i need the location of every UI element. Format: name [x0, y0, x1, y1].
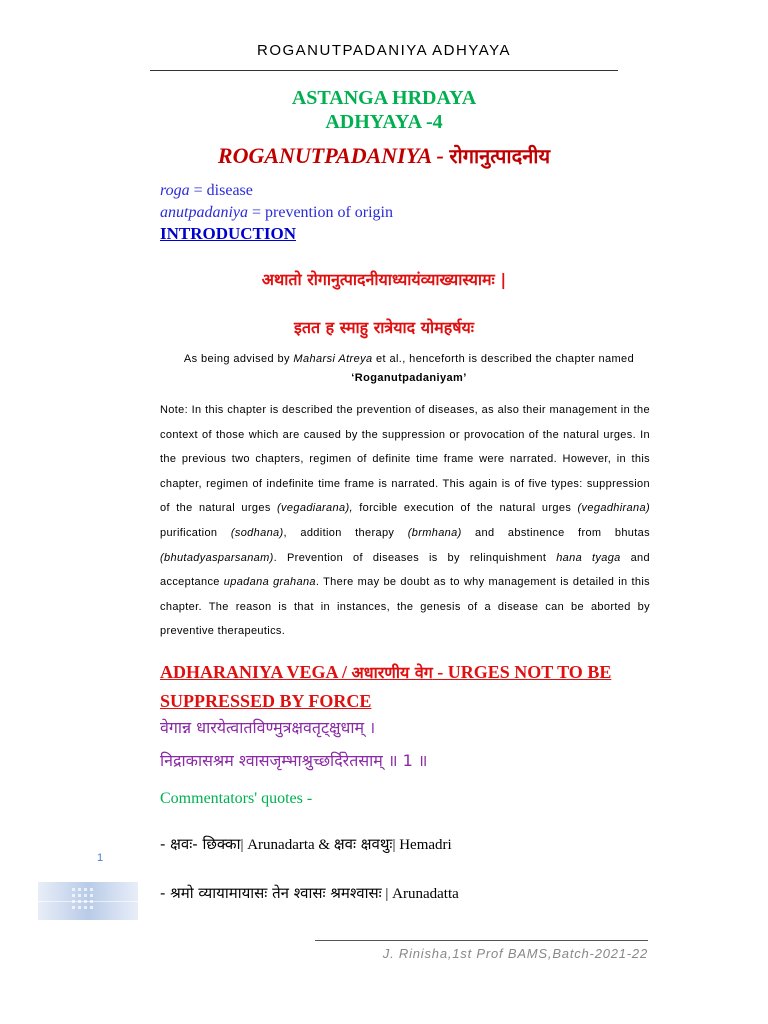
sloka-line-2: इतत ह स्माहु रात्रेयाद योमहर्षयः — [294, 318, 474, 337]
definitions — [160, 180, 393, 224]
footer-divider — [315, 940, 648, 941]
quote-devanagari: - क्षवः- छिक्का — [160, 835, 241, 853]
footer-author: J. Rinisha,1st Prof BAMS,Batch-2021-22 — [382, 946, 648, 961]
sage-name: Maharsi Atreya — [293, 353, 373, 365]
note-term: (sodhana) — [230, 526, 284, 539]
definition-term: roga — [160, 182, 190, 199]
note-text: purification — [160, 526, 231, 539]
commentators-label: Commentators' quotes - — [160, 790, 313, 807]
running-header: ROGANUTPADANIYA ADHYAYA — [257, 42, 511, 59]
note-term: (bhutadyasparsanam) — [160, 551, 274, 564]
section-heading-part: - URGES NOT TO BE SUPPRESSED BY FORCE — [160, 662, 612, 711]
section-heading-devanagari: अधारणीय वेग — [351, 663, 433, 682]
note-text: and acceptance — [160, 551, 650, 589]
note-text: . Prevention of diseases is by relinquishment — [273, 551, 557, 564]
chapter-number: ADHYAYA -4 — [325, 111, 443, 133]
note-term: upadana grahana — [223, 576, 316, 589]
page-number: 1 — [97, 852, 104, 864]
note-term: (vegadiarana), — [277, 502, 353, 515]
introduction-heading: INTRODUCTION — [160, 224, 297, 243]
advised-text-end: et al., henceforth is described the chapter named — [372, 353, 635, 365]
chapter-title-devanagari: रोगानुत्पादनीय — [449, 144, 551, 168]
chapter-title — [0, 142, 768, 170]
quote-source: | Arunadatta — [381, 886, 459, 902]
quote-source: | Arunadarta & — [240, 837, 334, 853]
definition-meaning: = disease — [189, 182, 253, 199]
definition-item — [160, 180, 393, 202]
quote-devanagari: क्षवः क्षवथुः — [333, 835, 393, 853]
header-divider — [150, 70, 618, 71]
quote-devanagari: - श्रमो व्यायामायासः तेन श्वासः श्रमश्वासः — [160, 884, 382, 902]
advised-paragraph — [160, 350, 658, 388]
commentator-quote — [160, 883, 459, 903]
note-text: , addition therapy — [283, 526, 408, 539]
definition-term: anutpadaniya — [160, 204, 248, 221]
decorative-footer-graphic — [38, 882, 138, 920]
advised-text: As being advised by — [183, 353, 294, 365]
note-text: . There may be doubt as to why management is detailed in this chapter. The reason is that in instances, the genesis of a disease can be aborted by preventive therapeutics. — [160, 576, 651, 638]
note-paragraph — [160, 398, 650, 644]
chapter-title-latin: ROGANUTPADANIYA - — [217, 143, 450, 168]
section-heading-part: ADHARANIYA VEGA / — [160, 662, 352, 682]
title-block — [0, 86, 768, 170]
note-text: and abstinence from bhutas — [461, 526, 650, 539]
note-term: (brmhana) — [407, 526, 462, 539]
chapter-name: ‘Roganutpadaniyam’ — [351, 372, 467, 384]
section-heading — [160, 658, 630, 715]
verse-line-1: वेगान्न धारयेत्वातविण्मुत्रक्षवतृट्क्षुधाम् । — [160, 718, 376, 737]
sloka-line-1: अथातो रोगानुत्पादनीयाध्यायंव्याख्यास्यामः | — [261, 270, 507, 289]
quote-source: | Hemadri — [392, 837, 452, 853]
note-term: hana tyaga — [556, 551, 621, 564]
book-title: ASTANGA HRDAYA — [291, 87, 477, 109]
note-text: forcible execution of the natural urges — [352, 502, 578, 515]
verse-line-2: निद्राकासश्रम श्वासजृम्भाश्रुच्छर्दिरेतसाम् ॥ 1 ॥ — [160, 751, 428, 770]
note-term: (vegadhirana) — [577, 502, 650, 515]
commentator-quote — [160, 834, 452, 854]
note-text: Note: In this chapter is described the prevention of diseases, as also their management in the context of those which are caused by the suppression or provocation of the natural urges. In the previous two chapters, regimen of definite time frame were narrated. However, in this chapter, regimen of indefinite time frame is narrated. This again is of five types: suppression of the natural urges — [160, 404, 650, 515]
definition-item — [160, 202, 393, 224]
definition-meaning: = prevention of origin — [248, 204, 393, 221]
